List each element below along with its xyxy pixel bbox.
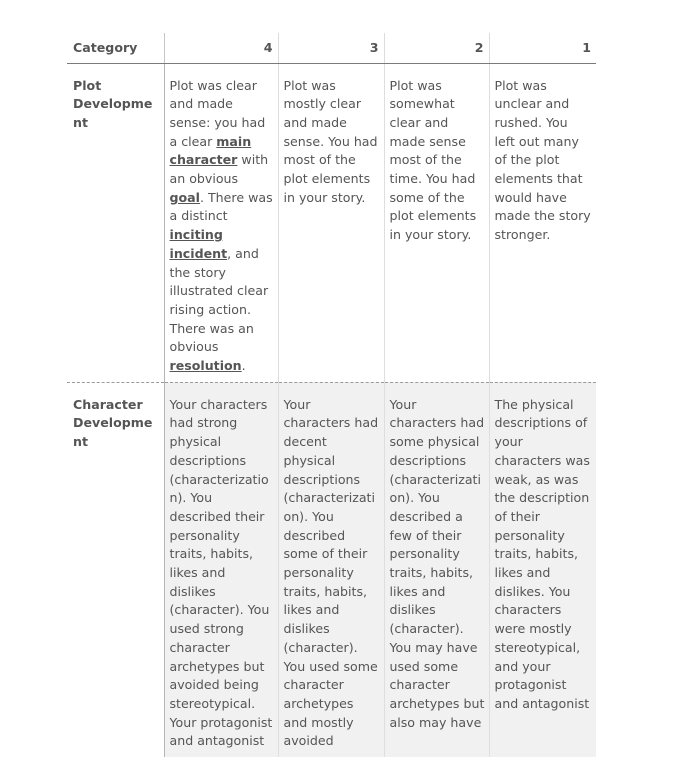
character-score-4-cell: Your characters had strong physical descriptions (characterization). You described their personality traits, habits, likes and dislikes (character). You used strong character archetypes but avoided being stereotypical. Your protagonist and antagonist xyxy=(164,382,278,757)
header-score-4: 4 xyxy=(164,33,278,63)
header-row xyxy=(67,33,596,63)
row-plot-development xyxy=(67,63,596,382)
keyword-inciting-incident: inciting incident xyxy=(169,227,228,261)
header-score-3: 3 xyxy=(278,33,384,63)
category-plot-development: Plot Development xyxy=(67,63,164,382)
header-category: Category xyxy=(67,33,164,63)
plot-4-text-1: Plot was clear and made sense: you had a clear xyxy=(169,77,266,149)
plot-4-text-3: . There was a distinct xyxy=(169,189,273,224)
plot-4-text-2: with an obvious xyxy=(169,152,269,187)
header-score-2: 2 xyxy=(384,33,489,63)
header-score-1: 1 xyxy=(489,33,596,63)
character-score-3-cell: Your characters had decent physical descriptions (characterization). You described some of their personality traits, habits, likes and dislikes (character). You used some character archetypes and mostly avoided xyxy=(278,382,384,757)
character-score-2-cell: Your characters had some physical descriptions (characterization). You described a few of their personality traits, habits, likes and dislikes (character). You may have used some character archetypes but also may have xyxy=(384,382,489,757)
plot-4-text-4: , and the story illustrated clear rising action. There was an obvious xyxy=(169,245,269,355)
plot-score-2-cell: Plot was somewhat clear and made sense most of the time. You had some of the plot elements in your story. xyxy=(384,63,489,382)
plot-score-3-cell: Plot was mostly clear and made sense. You had most of the plot elements in your story. xyxy=(278,63,384,382)
plot-4-text-5: . xyxy=(241,358,246,374)
rubric-table xyxy=(67,33,596,757)
plot-score-4-cell xyxy=(164,63,278,382)
plot-score-1-cell: Plot was unclear and rushed. You left out many of the plot elements that would have made the story stronger. xyxy=(489,63,596,382)
character-score-1-cell: The physical descriptions of your characters was weak, as was the description of their personality traits, habits, likes and dislikes. You characters were mostly stereotypical, and your protagonist and antagonist xyxy=(489,382,596,757)
category-character-development: Character Development xyxy=(67,382,164,757)
row-character-development xyxy=(67,382,596,757)
keyword-main-character: main character xyxy=(169,133,252,168)
keyword-goal: goal xyxy=(169,189,200,205)
keyword-resolution: resolution xyxy=(169,358,242,374)
